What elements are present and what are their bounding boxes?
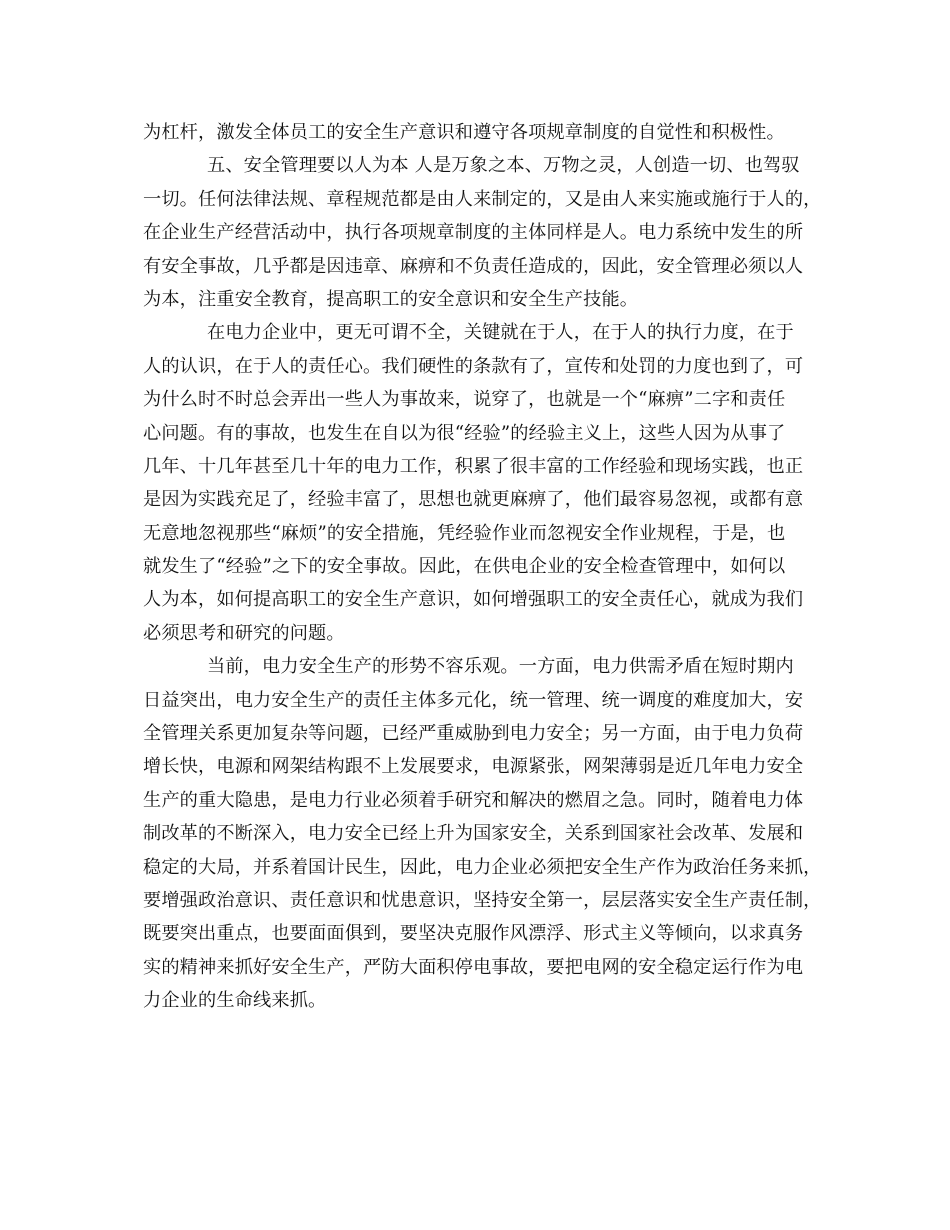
text-line: 为什么时不时总会弄出一些人为事故来，说穿了，也就是一个“麻痹”二字和责任 [143, 389, 786, 411]
text-line: 是因为实践充足了，经验丰富了，思想也就更麻痹了，他们最容易忽视，或都有意 [143, 489, 804, 511]
text-line: 为本，注重安全教育，提高职工的安全意识和安全生产技能。 [143, 288, 639, 310]
paragraph [143, 149, 823, 316]
text-line: 人为本，如何提高职工的安全生产意识，如何增强职工的安全责任心，就成为我们 [143, 589, 804, 611]
text-line: 有安全事故，几乎都是因违章、麻痹和不负责任造成的，因此，安全管理必须以人 [143, 255, 804, 277]
text-line: 实的精神来抓好安全生产，严防大面积停电事故，要把电网的安全稳定运行作为电 [143, 956, 804, 978]
text-line: 为杠杆，激发全体员工的安全生产意识和遵守各项规章制度的自觉性和积极性。 [143, 122, 785, 143]
text-line: 在企业生产经营活动中，执行各项规章制度的主体同样是人。电力系统中发生的所 [143, 222, 804, 244]
text-line: 稳定的大局，并系着国计民生，因此，电力企业必须把安全生产作为政治任务来抓， [143, 856, 822, 878]
document-body [143, 116, 823, 1018]
text-line: 全管理关系更加复杂等问题，已经严重威胁到电力安全；另一方面，由于电力负荷 [143, 723, 804, 745]
text-line: 必须思考和研究的问题。 [143, 622, 345, 644]
text-line: 制改革的不断深入，电力安全已经上升为国家安全，关系到国家社会改革、发展和 [143, 823, 804, 845]
text-line: 在电力企业中，更无可谓不全，关键就在于人，在于人的执行力度，在于 [207, 322, 794, 344]
text-line: 人的认识，在于人的责任心。我们硬性的条款有了，宣传和处罚的力度也到了，可 [143, 355, 804, 377]
text-line: 力企业的生命线来抓。 [143, 990, 327, 1012]
text-line: 五、安全管理要以人为本 人是万象之本、万物之灵，人创造一切、也驾驭 [207, 155, 800, 177]
text-line: 就发生了“经验”之下的安全事故。因此，在供电企业的安全检查管理中，如何以 [143, 556, 786, 578]
text-line: 要增强政治意识、责任意识和忧患意识，坚持安全第一，层层落实安全生产责任制， [143, 889, 822, 911]
text-line: 无意地忽视那些“麻烦”的安全措施，凭经验作业而忽视安全作业规程，于是，也 [143, 522, 786, 544]
text-line: 几年、十几年甚至几十年的电力工作，积累了很丰富的工作经验和现场实践，也正 [143, 455, 804, 477]
text-line: 一切。任何法律法规、章程规范都是由人来制定的，又是由人来实施或施行于人的， [143, 188, 822, 210]
text-line: 当前，电力安全生产的形势不容乐观。一方面，电力供需矛盾在短时期内 [207, 656, 794, 678]
text-line: 日益突出，电力安全生产的责任主体多元化，统一管理、统一调度的难度加大，安 [143, 689, 804, 711]
text-line: 既要突出重点，也要面面俱到，要坚决克服作风漂浮、形式主义等倾向，以求真务 [143, 923, 804, 945]
paragraph [143, 650, 823, 1017]
paragraph [143, 116, 823, 149]
paragraph [143, 316, 823, 650]
text-line: 心问题。有的事故，也发生在自以为很“经验”的经验主义上，这些人因为从事了 [143, 422, 786, 444]
text-line: 增长快，电源和网架结构跟不上发展要求，电源紧张，网架薄弱是近几年电力安全 [143, 756, 804, 778]
text-line: 生产的重大隐患，是电力行业必须着手研究和解决的燃眉之急。同时，随着电力体 [143, 789, 804, 811]
